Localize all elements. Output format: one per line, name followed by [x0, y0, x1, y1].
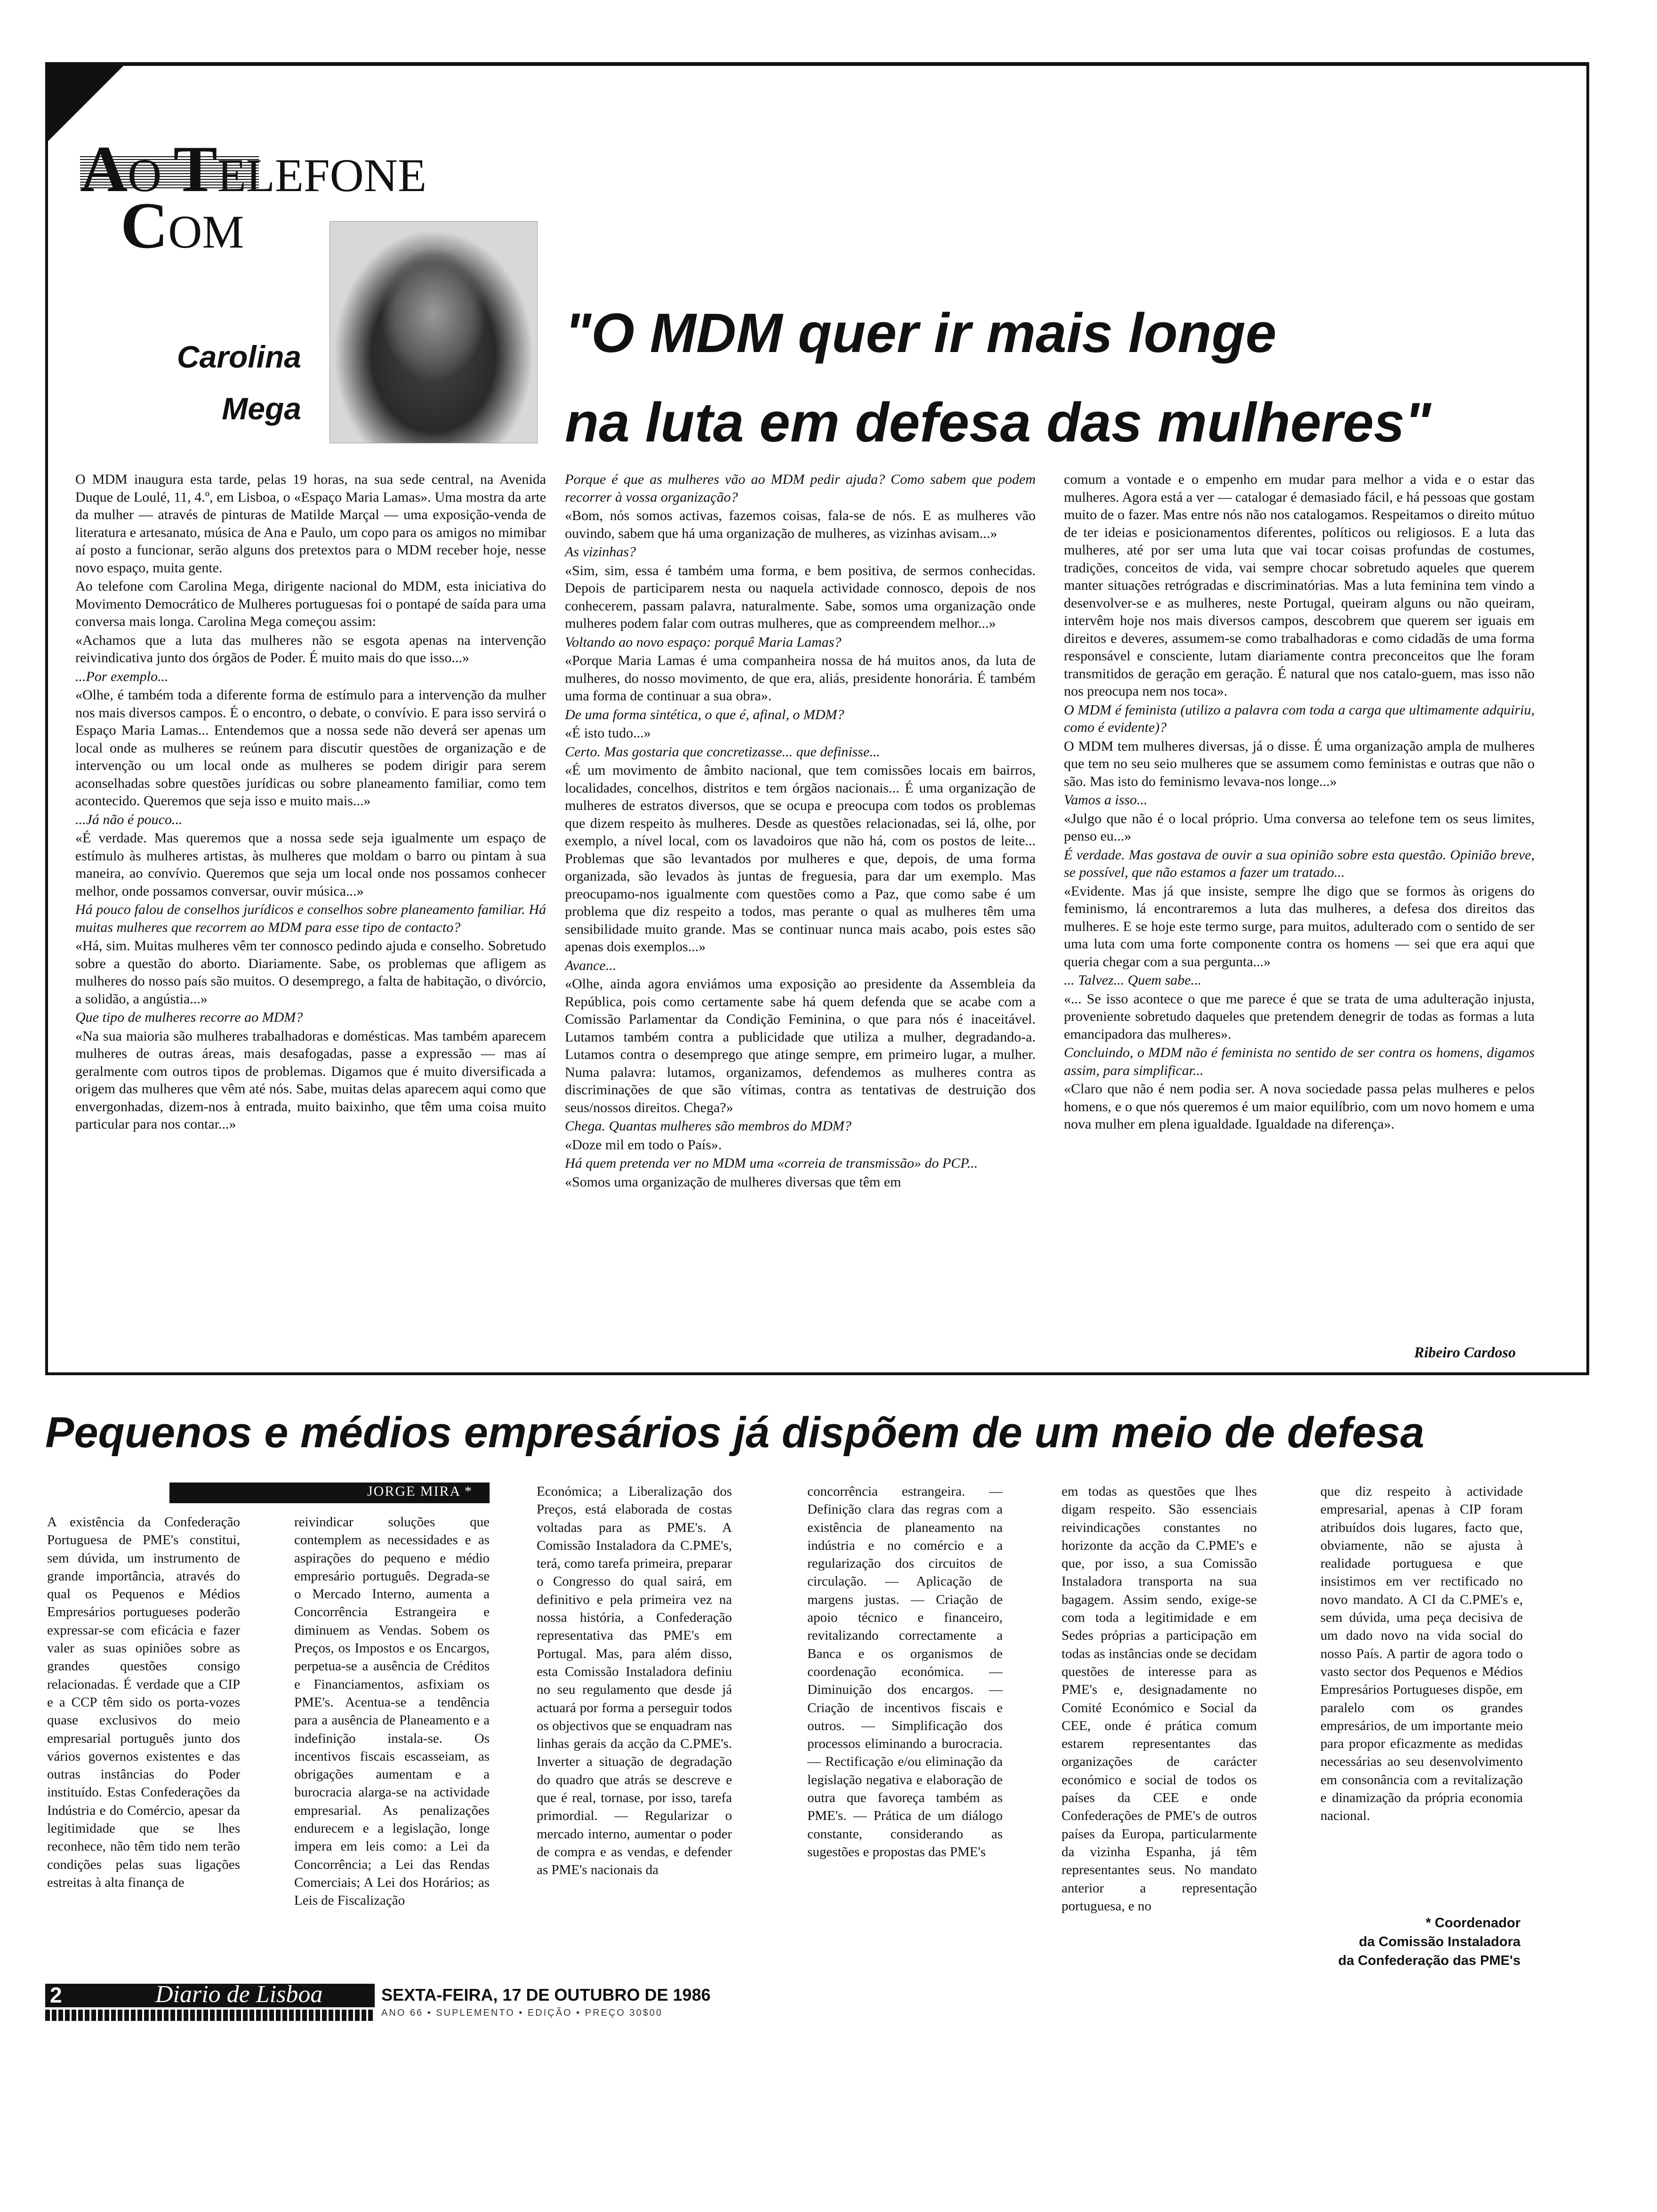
interview-question: O MDM é feminista (utilizo a palavra com toda a carga que ultimamente adquiriu, como é evidente)? — [1064, 702, 1535, 735]
box-bottom-rule — [45, 1372, 1589, 1375]
top-rule — [45, 62, 1589, 66]
interview-question: ...Por exemplo... — [75, 668, 169, 684]
pme-column-2: reivindicar soluções que contemplem as necessidades e as aspirações do pequeno e médio empresário português. Degrada-se o Mercado Interno, aumenta a Concorrência Estrangeira e diminuem as Vendas. Sobem os Preços, os Impostos e os Encargos, perpetua-se a ausência de Créditos e Financiamentos, asfixiam os PME's. Acentua-se a tendência para a ausência de Planeamento e a indefinição instala-se. Os incentivos fiscais escasseiam, as obrigações aumentam e a burocracia alarga-se na actividade empresarial. As penalizações endurecem e a legislação, longe impera em leis como: a Lei da Concorrência; a Lei das Rendas Comerciais; A Lei dos Horários; as Leis de Fiscalização — [294, 1515, 490, 1908]
interview-question: Que tipo de mulheres recorre ao MDM? — [75, 1010, 303, 1025]
interview-paragraph: O MDM tem mulheres diversas, já o disse. É uma organização ampla de mulheres que tem no seu seio mulheres que se assumem como feministas e outras que não o são. Mas isto do feminismo levava-nos longe...» — [1064, 738, 1535, 789]
interview-question: Há pouco falou de conselhos jurídicos e conselhos sobre planeamento familiar. Há muitas mulheres que recorrem ao MDM para esse tipo de contacto? — [75, 902, 546, 935]
interview-paragraph: «É isto tudo...» — [565, 725, 651, 741]
interviewee-first-name: Carolina — [177, 339, 301, 374]
interview-paragraph: «Bom, nós somos activas, fazemos coisas, fala-se de nós. E as mulheres vão ouvindo, sabem que há uma organização de mulheres, as vizinhas avisam...» — [565, 508, 1036, 541]
interview-question: Há quem pretenda ver no MDM uma «correia de transmissão» do PCP... — [565, 1155, 978, 1171]
interview-paragraph: «... Se isso acontece o que me parece é que se trata de uma adulteração injusta, proveniente sobretudo daqueles que pretendem denegrir de todas as formas a luta emancipadora das mulheres». — [1064, 991, 1535, 1042]
interview-paragraph: O MDM inaugura esta tarde, pelas 19 horas, na sua sede central, na Avenida Duque de Loulé, 11, 4.º, em Lisboa, o «Espaço Maria Lamas». Uma mostra da arte da mulher — através de pinturas de Matilde Marçal — uma exposição-venda de literatura e artesanato, música de Ana e Paulo, um copo para os amigos no mimibar aí posto a funcionar, serão alguns dos pretextos para o MDM receber hoje, nesse novo espaço, muita gente. — [75, 472, 546, 576]
interview-question: Chega. Quantas mulheres são membros do MDM? — [565, 1118, 852, 1134]
interview-question: Vamos a isso... — [1064, 792, 1148, 808]
pme-column-5: em todas as questões que lhes digam respeito. São essenciais reivindicações constantes no horizonte da acção da C.PME's e que, por isso, a sua Comissão Instaladora transporta na sua bagagem. Assim sendo, exige-se com toda a legitimidade e em Sedes próprias a participação em todas as instâncias onde se decidam questões de interesse para as PME's e, designadamente no Comité Económico e Social da CEE, onde é prática comum estarem representantes das organizações de carácter económico e social de todos os países da CEE e onde Confederações de PME's de outros países da Europa, particularmente da vizinha Espanha, já têm representantes seus. No mandato anterior a representação portuguesa, e no — [1062, 1484, 1257, 1914]
footer-underline — [45, 2010, 375, 2021]
footnote-1: * Coordenador — [1425, 1915, 1520, 1931]
footer-date: SEXTA-FEIRA, 17 DE OUTUBRO DE 1986 — [381, 1985, 711, 2004]
pme-column-4: concorrência estrangeira. — Definição clara das regras com a existência de planeamento na indústria e no comércio e a regularização dos circuitos de circulação. — Aplicação de margens justas. — Criação de apoio técnico e financeiro, revitalizando correctamente a Banca e os organismos de coordenação económica. — Diminuição dos encargos. — Criação de incentivos fiscais e outros. — Simplificação dos processos eliminando a burocracia. — Rectificação e/ou eliminação da legislação negativa e elaboração de outra que favoreça também as PME's. — Prática de um diálogo constante, considerando as sugestões e propostas das PME's — [807, 1484, 1003, 1859]
left-rule — [45, 62, 48, 1375]
pme-column-6: que diz respeito à actividade empresarial, apenas à CIP foram atribuídos dois lugares, facto que, obviamente, não se ajusta à realidade portuguesa e que insistimos em ver rectificado no novo mandato. A CI da C.PME's e, sem dúvida, uma peça decisiva de um dado novo na vida social do nosso País. A partir de agora todo o vasto sector dos Pequenos e Médios Empresários Portugueses dispõe, em paralelo com os grandes empresários, de um importante meio para propor eficazmente as medidas necessárias ao seu desenvolvimento em consonância com a revitalização e dinamização da própria economia nacional. — [1320, 1484, 1523, 1824]
interview-question: As vizinhas? — [565, 544, 636, 560]
headline-line-1: "O MDM quer ir mais longe — [565, 302, 1277, 364]
interview-column-3 — [1064, 471, 1535, 1134]
interview-question: Voltando ao novo espaço: porquê Maria Lamas? — [565, 634, 842, 650]
right-rule — [1586, 62, 1589, 1375]
interview-paragraph: «Evidente. Mas já que insiste, sempre lhe digo que se formos às origens do feminismo, lá encontraremos a luta das mulheres, a defesa dos direitos das mulheres. E se hoje este termo surge, para muitos, adulterado com o sentido de ser uma luta com uma forte componente contra os homens — sei que era aqui que queria chegar com a sua pergunta...» — [1064, 883, 1535, 970]
logo-o: O — [128, 149, 174, 201]
pme-column-3: Económica; a Liberalização dos Preços, está elaborada de costas voltadas para as PME's. A Comissão Instaladora da C.PME's, terá, como tarefa primeira, preparar o Congresso do qual sairá, em definitivo e pela primeira vez na nossa história, a Confederação representativa das PME's em Portugal. Mas, para além disso, esta Comissão Instaladora definiu no seu regulamento que desde já actuará por forma a perseguir todos os objectivos que se enquadram nas linhas gerais da acção da C.PME's. Inverter a situação de degradação do quadro que atrás se descreve e que é real, tornase, por isso, tarefa primordial. — Regularizar o mercado interno, aumentar o poder de compra e as vendas, e defender as PME's nacionais da — [537, 1484, 732, 1878]
pme-column-1: A existência da Confederação Portuguesa de PME's constitui, sem dúvida, um instrumento de grande importância, através do qual os Pequenos e Médios Empresários portugueses poderão expressar-se com eficácia e fazer valer as suas opiniões sobre as grandes questões consigo relacionadas. É verdade que a CIP e a CCP têm sido os porta-vozes quase exclusivos do meio empresarial português junto dos vários governos existentes e das outras instâncias do Poder instituído. Estas Confederações da Indústria e do Comércio, apesar da legitimidade que se lhes reconhece, não têm tido nem terão condições pelas suas ligações estreitas à alta finança de — [47, 1515, 240, 1890]
interview-paragraph: «Porque Maria Lamas é uma companheira nossa de há muitos anos, da luta de mulheres, do nosso movimento, de que era, aliás, presidente honorária. É também uma forma de continuar a sua obra». — [565, 653, 1036, 704]
interviewee-last-name: Mega — [222, 391, 301, 426]
pme-headline: Pequenos e médios empresários já dispõem de um meio de defesa — [45, 1409, 1424, 1457]
interview-paragraph: «Somos uma organização de mulheres diversas que têm em — [565, 1174, 901, 1190]
interview-question: Avance... — [565, 957, 617, 973]
page-number: 2 — [50, 1983, 62, 2007]
footer-masthead: Diario de Lisboa — [155, 1981, 323, 2008]
interview-column-1 — [75, 471, 546, 1134]
interview-paragraph: «Claro que não é nem podia ser. A nova sociedade passa pelas mulheres e pelos homens, e o que nós queremos é um maior equilíbrio, com um novo homem e uma nova mulher em plena igualdade. Igualdade na diferença». — [1064, 1081, 1535, 1132]
interview-paragraph: «Achamos que a luta das mulheres não se esgota apenas na intervenção reivindicativa junto dos órgãos de Poder. É muito mais do que isso...» — [75, 632, 546, 665]
interview-paragraph: comum a vontade e o empenho em mudar para melhor a vida e o estar das mulheres. Agora está a ver — catalogar é demasiado fácil, e há pessoas que gostam muito de o fazer. Mas entre nós não nos catalogamos. Respeitamos o direito mútuo de ter ideias e posicionamentos diferentes, políticos ou religiosos. E a luta das mulheres, até por ser uma luta que vai tocar coisas profundas de costumes, tradições, conceitos de vida, vai sempre chocar sobretudo aqueles que querem manter situações retrógradas e discriminatórias. Mas a luta feminina tem vindo a desenvolver-se e as mulheres, neste Portugal, queiram alguns ou não queiram, intervêm hoje nos mais diversos campos, descobrem que querem ser iguais em direitos e deveres, assumem-se como trabalhadoras e como cidadãs de uma forma responsável e consciente, lutam diariamente contra preconceitos que lhe foram transmitidos de geração em geração. É natural que nos catalo-guem, mas isso não nos preocupa nem nos toca». — [1064, 472, 1535, 699]
interview-paragraph: «Há, sim. Muitas mulheres vêm ter connosco pedindo ajuda e conselho. Sobretudo sobre a questão do aborto. Diariamente. Sabe, os problemas que afligem as mulheres do nosso país são muitos. O desemprego, a falta de habitação, o divórcio, a solidão, a angústia...» — [75, 938, 546, 1007]
interview-paragraph: «É um movimento de âmbito nacional, que tem comissões locais em bairros, localidades, concelhos, distritos e tem órgãos nacionais... É uma organização de mulheres de estratos diversos, que se ocupa e preocupa com todos os problemas que dizem respeito às mulheres. Desde as questões relacionadas, sei lá, olhe, por exemplo, a nível local, com os lavadoiros que não há, com os postos de leite... Problemas que são levantados por mulheres e que, depois, de uma forma organizada, são levados às juntas de freguesia, para dar um exemplo. Mas preocupamo-nos igualmente com questões como a Paz, que como sabe é um problema que diz respeito a todos, mas perante o qual as mulheres têm uma sensibilidade muito grande. Mas se continuar nunca mais acabo, pois estes são apenas dois exemplos...» — [565, 762, 1036, 954]
interview-paragraph: «Doze mil em todo o País». — [565, 1137, 722, 1153]
interview-paragraph: «Olhe, é também toda a diferente forma de estímulo para a intervenção da mulher nos mais diversos campos. É o encontro, o debate, o convívio. E para isso servirá o Espaço Maria Lamas... Entendemos que a nossa sede não deverá ser apenas um local onde as mulheres se reúnem para discutir questões de organização e de intervenção ou um local onde as mulheres se podem dirigir para serem aconselhadas sobre questões jurídicas ou sobre planeamento familiar, como tem acontecido. Queremos que seja isso e muito mais...» — [75, 687, 546, 809]
interview-question: De uma forma sintética, o que é, afinal, o MDM? — [565, 706, 845, 722]
interview-question: Certo. Mas gostaria que concretizasse... que definisse... — [565, 744, 880, 760]
interview-question: Porque é que as mulheres vão ao MDM pedir ajuda? Como sabem que podem recorrer à vossa organização? — [565, 472, 1036, 505]
interview-question: ...Já não é pouco... — [75, 811, 183, 827]
interview-question: Concluindo, o MDM não é feminista no sentido de ser contra os homens, digamos assim, para simplificar... — [1064, 1045, 1535, 1078]
logo-elefone: ELEFONE — [217, 149, 427, 201]
logo-line-2 — [121, 189, 244, 265]
interview-paragraph: «É verdade. Mas queremos que a nossa sede seja igualmente um espaço de estímulo às mulheres artistas, às mulheres que moldam o barro ou pintam à sua maneira, ao convívio. Queremos que seja um local onde nos possamos conhecer melhor, onde possamos conversar, ouvir música...» — [75, 830, 546, 899]
interview-paragraph: «Olhe, ainda agora enviámos uma exposição ao presidente da Assembleia da República, pois como certamente sabe há quem defenda que se acabe com a Comissão Parlamentar da Condição Feminina, o que para nós é inaceitável. Lutamos também contra a publicidade que utiliza a mulher, degradando-a. Lutamos contra o desemprego que atinge sempre, em primeiro lugar, a mulher. Numa palavra: lutamos, organizamos, defendemos as mulheres contra as discriminações de que são vítimas, contra as tentativas de destruição dos seus/nossos direitos. Chega?» — [565, 976, 1036, 1115]
interview-question: É verdade. Mas gostava de ouvir a sua opinião sobre esta questão. Opinião breve, se possível, que não estamos a fazer um tratado... — [1064, 847, 1535, 880]
interview-paragraph: «Julgo que não é o local próprio. Uma conversa ao telefone tem os seus limites, penso eu...» — [1064, 810, 1535, 844]
logo-big-c: C — [121, 189, 169, 262]
interview-paragraph: Ao telefone com Carolina Mega, dirigente nacional do MDM, esta iniciativa do Movimento Democrático de Mulheres portuguesas foi o pontapé de saída para uma conversa mais longa. Carolina Mega começou assim: — [75, 578, 546, 629]
interview-column-2 — [565, 471, 1036, 1192]
headline-line-2: na luta em defesa das mulheres" — [565, 392, 1431, 454]
logo-big-t: T — [173, 133, 217, 206]
logo-om: OM — [168, 206, 244, 258]
interview-byline: Ribeiro Cardoso — [1414, 1344, 1516, 1361]
interview-question: ... Talvez... Quem sabe... — [1064, 972, 1202, 988]
logo-big-a: A — [80, 133, 128, 206]
corner-triangle — [48, 66, 123, 141]
interview-paragraph: «Sim, sim, essa é também uma forma, e bem positiva, de sermos conhecidas. Depois de participarem nesta ou naquela actividade connosco, depois de nos conhecerem, passam palavra, naturalmente. Sabe, somos uma organização onde mulheres podem falar com outras mulheres, que as compreendem melhor...» — [565, 562, 1036, 631]
portrait-photo — [330, 221, 538, 443]
interview-paragraph: «Na sua maioria são mulheres trabalhadoras e domésticas. Mas também aparecem mulheres de outras áreas, mais desafogadas, passe a expressão — mas aí geralmente com outros tipos de problemas. Digamos que é muito diversificada a origem das mulheres que vêm até nós. Sabe, muitas delas aparecem aqui como que envergonhadas, dizem-nos à entrada, muito baixinho, que têm uma coisa muito particular para nos contar...» — [75, 1028, 546, 1132]
footer-fineprint: ANO 66 • SUPLEMENTO • EDIÇÃO • PREÇO 30$00 — [381, 2008, 663, 2018]
footnote-3: da Confederação das PME's — [1338, 1953, 1520, 1968]
footnote-2: da Comissão Instaladora — [1359, 1934, 1520, 1949]
pme-author: JORGE MIRA * — [367, 1483, 473, 1499]
